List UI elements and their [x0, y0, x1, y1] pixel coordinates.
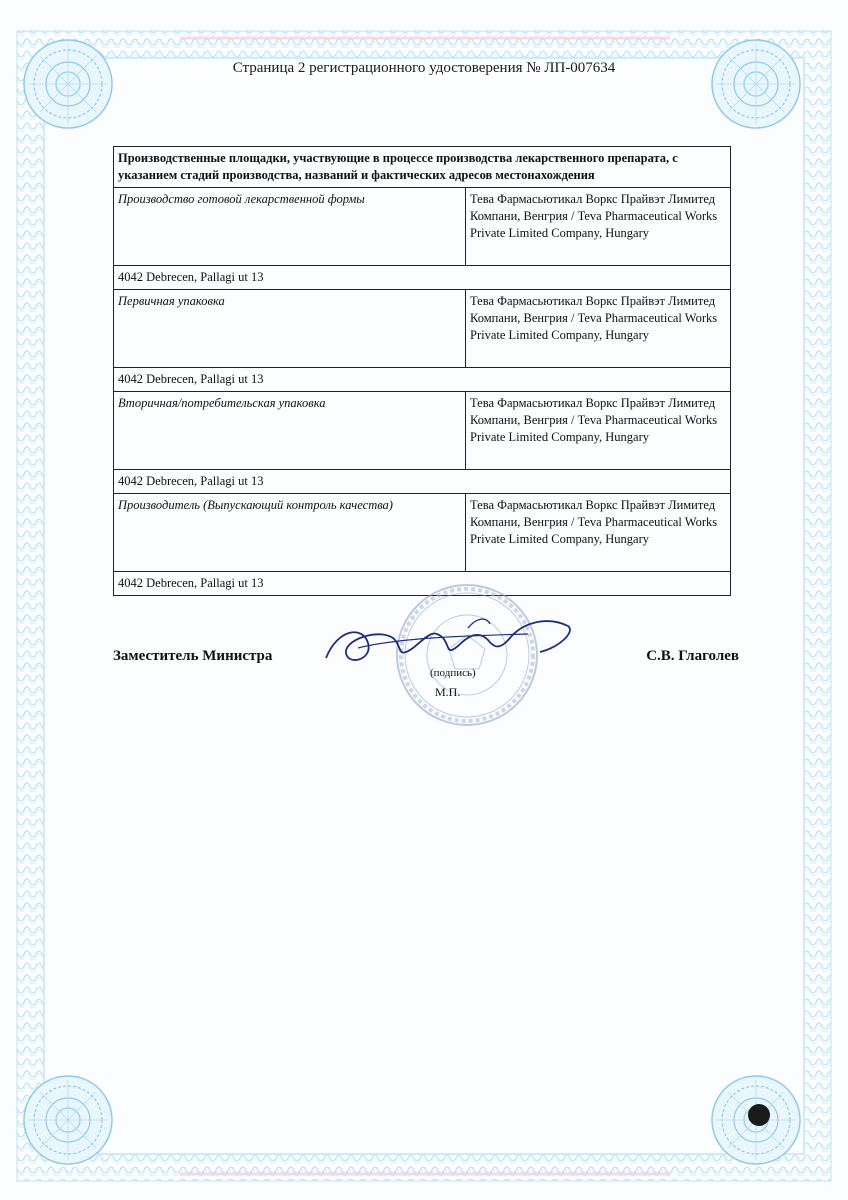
site-address: 4042 Debrecen, Pallagi ut 13 [114, 368, 731, 392]
signature-caption: (подпись) [430, 667, 476, 679]
address-row [114, 470, 731, 494]
signatory-name: С.В. Глаголев [646, 648, 739, 664]
table-row [114, 290, 731, 368]
seal-place-label: М.П. [435, 685, 461, 699]
production-sites-table [113, 146, 731, 596]
manufacturer-name: Тева Фармасьютикал Воркс Прайвэт Лимитед Компани, Венгрия / Teva Pharmaceutical Works Private Limited Company, Hungary [466, 392, 731, 470]
rosette-bottom-left [24, 1076, 112, 1164]
production-stage: Производство готовой лекарственной формы [114, 188, 466, 266]
page-header: Страница 2 регистрационного удостоверения № ЛП-007634 [232, 60, 616, 76]
production-stage: Вторичная/потребительская упаковка [114, 392, 466, 470]
rosette-top-right [712, 40, 800, 128]
binding-hole [748, 1104, 770, 1126]
manufacturer-name: Тева Фармасьютикал Воркс Прайвэт Лимитед Компани, Венгрия / Teva Pharmaceutical Works Private Limited Company, Hungary [466, 494, 731, 572]
table-row [114, 188, 731, 266]
table-row [114, 494, 731, 572]
site-address: 4042 Debrecen, Pallagi ut 13 [114, 266, 731, 290]
manufacturer-name: Тева Фармасьютикал Воркс Прайвэт Лимитед Компани, Венгрия / Teva Pharmaceutical Works Private Limited Company, Hungary [466, 290, 731, 368]
site-address: 4042 Debrecen, Pallagi ut 13 [114, 572, 731, 596]
signature-block [113, 648, 739, 708]
site-address: 4042 Debrecen, Pallagi ut 13 [114, 470, 731, 494]
manufacturer-name: Тева Фармасьютикал Воркс Прайвэт Лимитед Компани, Венгрия / Teva Pharmaceutical Works Private Limited Company, Hungary [466, 188, 731, 266]
address-row [114, 266, 731, 290]
production-stage: Первичная упаковка [114, 290, 466, 368]
table-heading-row [114, 147, 731, 188]
table-heading: Производственные площадки, участвующие в процессе производства лекарственного препарата, с указанием стадий производства, названий и фактических адресов местонахождения [114, 147, 731, 188]
production-stage: Производитель (Выпускающий контроль качества) [114, 494, 466, 572]
signatory-position: Заместитель Министра [113, 648, 273, 664]
rosette-top-left [24, 40, 112, 128]
address-row [114, 368, 731, 392]
table-row [114, 392, 731, 470]
